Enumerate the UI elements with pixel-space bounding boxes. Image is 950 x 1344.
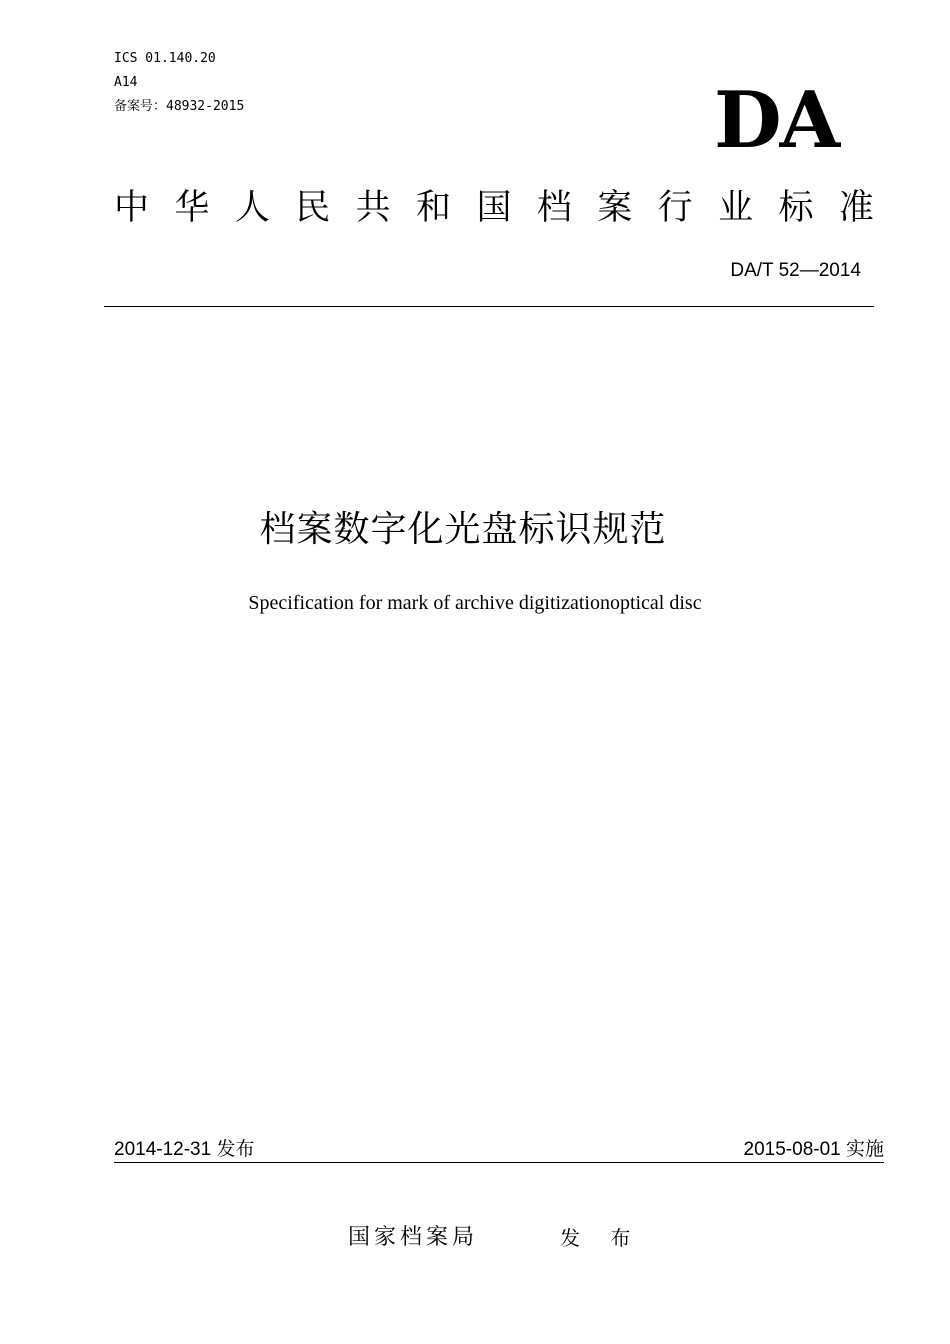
standard-name-char: 业 bbox=[718, 188, 754, 228]
classification-code: A14 bbox=[114, 75, 138, 90]
issue-date: 2014-12-31 发布 bbox=[114, 1139, 255, 1160]
standard-name-char: 人 bbox=[234, 188, 270, 228]
da-logo: DA bbox=[714, 75, 839, 166]
implementation-date: 2015-08-01 实施 bbox=[743, 1139, 884, 1160]
ics-code: ICS 01.140.20 bbox=[114, 51, 216, 66]
document-title-chinese: 档案数字化光盘标识规范 bbox=[259, 509, 667, 550]
standard-name-char: 国 bbox=[476, 188, 512, 228]
footer-divider bbox=[114, 1162, 884, 1163]
publish-label: 发 布 bbox=[560, 1226, 643, 1250]
standard-name-char: 标 bbox=[778, 188, 814, 228]
standard-name-char: 档 bbox=[536, 188, 572, 228]
publisher-name: 国家档案局 bbox=[348, 1225, 479, 1250]
document-title-english: Specification for mark of archive digitizationoptical disc bbox=[248, 592, 702, 614]
standard-name-char: 行 bbox=[657, 188, 693, 228]
standard-name-char: 民 bbox=[295, 188, 331, 228]
standard-name-char: 中 bbox=[114, 188, 150, 228]
standard-name-char: 案 bbox=[597, 188, 633, 228]
header-divider bbox=[104, 306, 874, 307]
standard-name-char: 共 bbox=[355, 188, 391, 228]
record-number: 备案号：48932-2015 bbox=[114, 99, 245, 114]
standard-category-name bbox=[114, 186, 874, 230]
standard-code: DA/T 52—2014 bbox=[730, 260, 861, 281]
standard-name-char: 华 bbox=[174, 188, 210, 228]
standard-name-char: 准 bbox=[838, 188, 874, 228]
standard-name-char: 和 bbox=[416, 188, 452, 228]
